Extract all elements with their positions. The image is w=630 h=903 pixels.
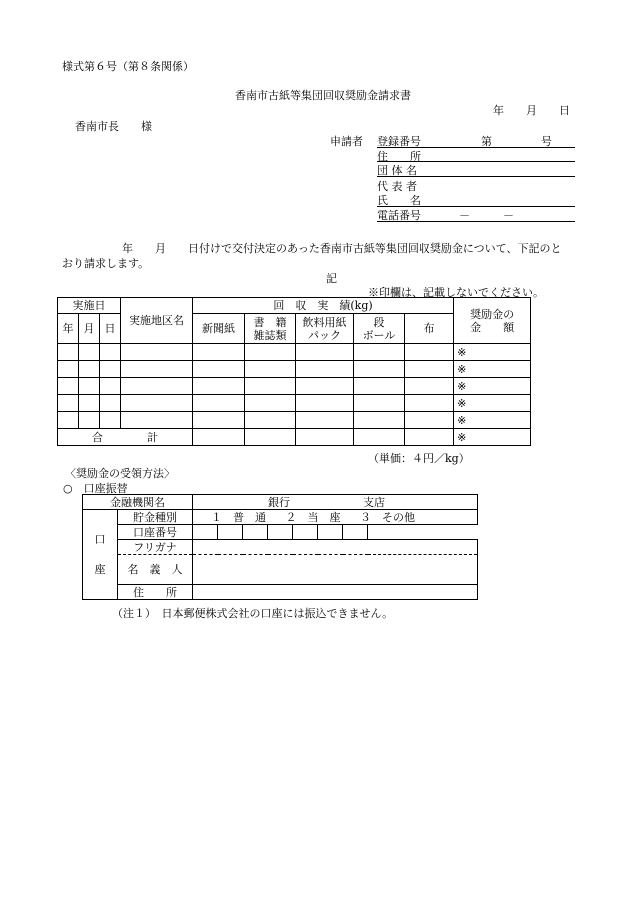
amount-mark: ※ bbox=[454, 395, 531, 412]
results-header: 回 収 実 績(kg) bbox=[193, 298, 454, 314]
deposit-type-options[interactable] bbox=[193, 510, 478, 525]
amount-mark: ※ bbox=[454, 378, 531, 395]
cardboard-header: 段 ボール bbox=[354, 314, 405, 344]
cell[interactable] bbox=[354, 429, 405, 446]
cell[interactable] bbox=[354, 395, 405, 412]
year-header: 年 bbox=[58, 314, 79, 344]
holder-label: 名 義 人 bbox=[118, 555, 193, 585]
amount-header: 奨励金の 金 額 bbox=[454, 298, 531, 344]
name-field[interactable] bbox=[377, 192, 575, 207]
institution-label: 金融機関名 bbox=[83, 495, 193, 510]
deposit-type-ordinary[interactable]: １ 普 通 bbox=[211, 510, 266, 524]
cell[interactable] bbox=[100, 344, 121, 361]
registration-number-label: 登録番号 bbox=[377, 135, 421, 148]
cell[interactable] bbox=[405, 429, 454, 446]
cell[interactable] bbox=[354, 412, 405, 429]
bank-suffix: 銀行 bbox=[268, 496, 290, 509]
cell[interactable] bbox=[58, 361, 79, 378]
name-label: 氏 名 bbox=[377, 194, 421, 207]
cell[interactable] bbox=[58, 395, 79, 412]
address-label: 住 所 bbox=[377, 150, 421, 163]
amount-mark: ※ bbox=[454, 344, 531, 361]
cell[interactable] bbox=[193, 395, 245, 412]
registration-number-field[interactable] bbox=[377, 133, 575, 148]
furigana-label: フリガナ bbox=[118, 540, 193, 555]
account-digit[interactable] bbox=[343, 525, 368, 540]
holder-field[interactable] bbox=[193, 555, 478, 585]
total-row bbox=[58, 429, 531, 446]
cell[interactable] bbox=[245, 429, 296, 446]
cell[interactable] bbox=[245, 412, 296, 429]
address-field[interactable] bbox=[377, 148, 575, 162]
furigana-field[interactable] bbox=[193, 540, 478, 555]
table-row bbox=[58, 395, 531, 412]
date-header: 実施日 bbox=[58, 298, 121, 314]
cell[interactable] bbox=[193, 361, 245, 378]
cell[interactable] bbox=[100, 378, 121, 395]
cell[interactable] bbox=[121, 395, 193, 412]
cell[interactable] bbox=[79, 361, 100, 378]
date-line: 年 月 日 bbox=[493, 104, 570, 117]
cell[interactable] bbox=[296, 412, 354, 429]
addressee: 香南市長 様 bbox=[75, 120, 152, 133]
stamp-note: ※印欄は、記載しないでください。 bbox=[368, 286, 544, 299]
cell[interactable] bbox=[296, 344, 354, 361]
registration-dai: 第 bbox=[481, 135, 492, 148]
cell[interactable] bbox=[354, 361, 405, 378]
phone-label: 電話番号 bbox=[377, 209, 421, 222]
cell[interactable] bbox=[354, 378, 405, 395]
drink-pack-header: 飲料用紙 パック bbox=[296, 314, 354, 344]
cell[interactable] bbox=[100, 412, 121, 429]
cell[interactable] bbox=[79, 395, 100, 412]
cell[interactable] bbox=[193, 429, 245, 446]
cell[interactable] bbox=[405, 412, 454, 429]
cell[interactable] bbox=[245, 344, 296, 361]
cell[interactable] bbox=[405, 378, 454, 395]
blank-area bbox=[368, 525, 478, 540]
month-header: 月 bbox=[79, 314, 100, 344]
ki-label: 記 bbox=[326, 272, 337, 285]
results-table bbox=[57, 297, 531, 446]
registration-go: 号 bbox=[541, 135, 552, 148]
total-label: 合 計 bbox=[58, 429, 193, 446]
account-digit[interactable] bbox=[293, 525, 318, 540]
account-digit[interactable] bbox=[318, 525, 343, 540]
form-number: 様式第６号（第８条関係） bbox=[62, 60, 194, 73]
amount-mark: ※ bbox=[454, 412, 531, 429]
form-title: 香南市古紙等集団回収奨励金請求書 bbox=[235, 89, 411, 102]
deposit-type-other[interactable]: ３ その他 bbox=[360, 510, 415, 524]
cell[interactable] bbox=[100, 395, 121, 412]
cell[interactable] bbox=[58, 378, 79, 395]
receive-method-heading: 〈奨励金の受領方法〉 bbox=[65, 467, 175, 480]
newspaper-header: 新聞紙 bbox=[193, 314, 245, 344]
cell[interactable] bbox=[354, 344, 405, 361]
cell[interactable] bbox=[121, 412, 193, 429]
cell[interactable] bbox=[121, 361, 193, 378]
holder-address-field[interactable] bbox=[193, 585, 478, 600]
account-digit[interactable] bbox=[268, 525, 293, 540]
cell[interactable] bbox=[245, 361, 296, 378]
amount-mark: ※ bbox=[454, 429, 531, 446]
cell[interactable] bbox=[79, 412, 100, 429]
cell[interactable] bbox=[245, 378, 296, 395]
cell[interactable] bbox=[405, 395, 454, 412]
cell[interactable] bbox=[121, 344, 193, 361]
phone-field[interactable] bbox=[377, 207, 575, 222]
applicant-label: 申請者 bbox=[330, 135, 363, 148]
cell[interactable] bbox=[79, 378, 100, 395]
cell[interactable] bbox=[58, 412, 79, 429]
cell[interactable] bbox=[405, 344, 454, 361]
cloth-header: 布 bbox=[405, 314, 454, 344]
cell[interactable] bbox=[79, 344, 100, 361]
bank-account-table bbox=[82, 494, 478, 600]
area-header: 実施地区名 bbox=[121, 298, 193, 344]
unit-price: （単価：４円／kg） bbox=[368, 452, 470, 465]
group-name-field[interactable] bbox=[377, 162, 575, 177]
cell[interactable] bbox=[296, 361, 354, 378]
cell[interactable] bbox=[296, 378, 354, 395]
deposit-type-label: 貯金種別 bbox=[118, 510, 193, 525]
cell[interactable] bbox=[193, 412, 245, 429]
transfer-option: ○ 口座振替 bbox=[63, 482, 128, 495]
cell[interactable] bbox=[58, 344, 79, 361]
account-number-label: 口座番号 bbox=[118, 525, 193, 540]
day-header: 日 bbox=[100, 314, 121, 344]
table-row bbox=[58, 361, 531, 378]
account-digit[interactable] bbox=[193, 525, 218, 540]
cell[interactable] bbox=[193, 344, 245, 361]
holder-address-label: 住 所 bbox=[118, 585, 193, 600]
cell[interactable] bbox=[121, 378, 193, 395]
cell[interactable] bbox=[193, 378, 245, 395]
table-row bbox=[58, 344, 531, 361]
footnote: （注１） 日本郵便株式会社の口座には振込できません。 bbox=[112, 607, 394, 620]
cell[interactable] bbox=[100, 361, 121, 378]
table-row bbox=[58, 412, 531, 429]
phone-separator: － － bbox=[459, 209, 514, 222]
deposit-type-current[interactable]: ２ 当 座 bbox=[285, 510, 341, 524]
cell[interactable] bbox=[296, 429, 354, 446]
institution-field[interactable] bbox=[193, 495, 478, 510]
cell[interactable] bbox=[245, 395, 296, 412]
account-digit[interactable] bbox=[243, 525, 268, 540]
cell[interactable] bbox=[405, 361, 454, 378]
representative-label: 代 表 者 bbox=[377, 180, 417, 193]
account-digit[interactable] bbox=[218, 525, 243, 540]
group-name-label: 団 体 名 bbox=[377, 164, 417, 177]
books-header: 書 籍 雑誌類 bbox=[245, 314, 296, 344]
amount-mark: ※ bbox=[454, 361, 531, 378]
body-line-2: おり請求します。 bbox=[62, 257, 150, 270]
branch-suffix: 支店 bbox=[363, 496, 385, 509]
cell[interactable] bbox=[296, 395, 354, 412]
body-line-1: 年 月 日付けで交付決定のあった香南市古紙等集団回収奨励金について、下記のと bbox=[122, 242, 562, 255]
table-row bbox=[58, 378, 531, 395]
account-label: 口 座 bbox=[83, 510, 118, 600]
